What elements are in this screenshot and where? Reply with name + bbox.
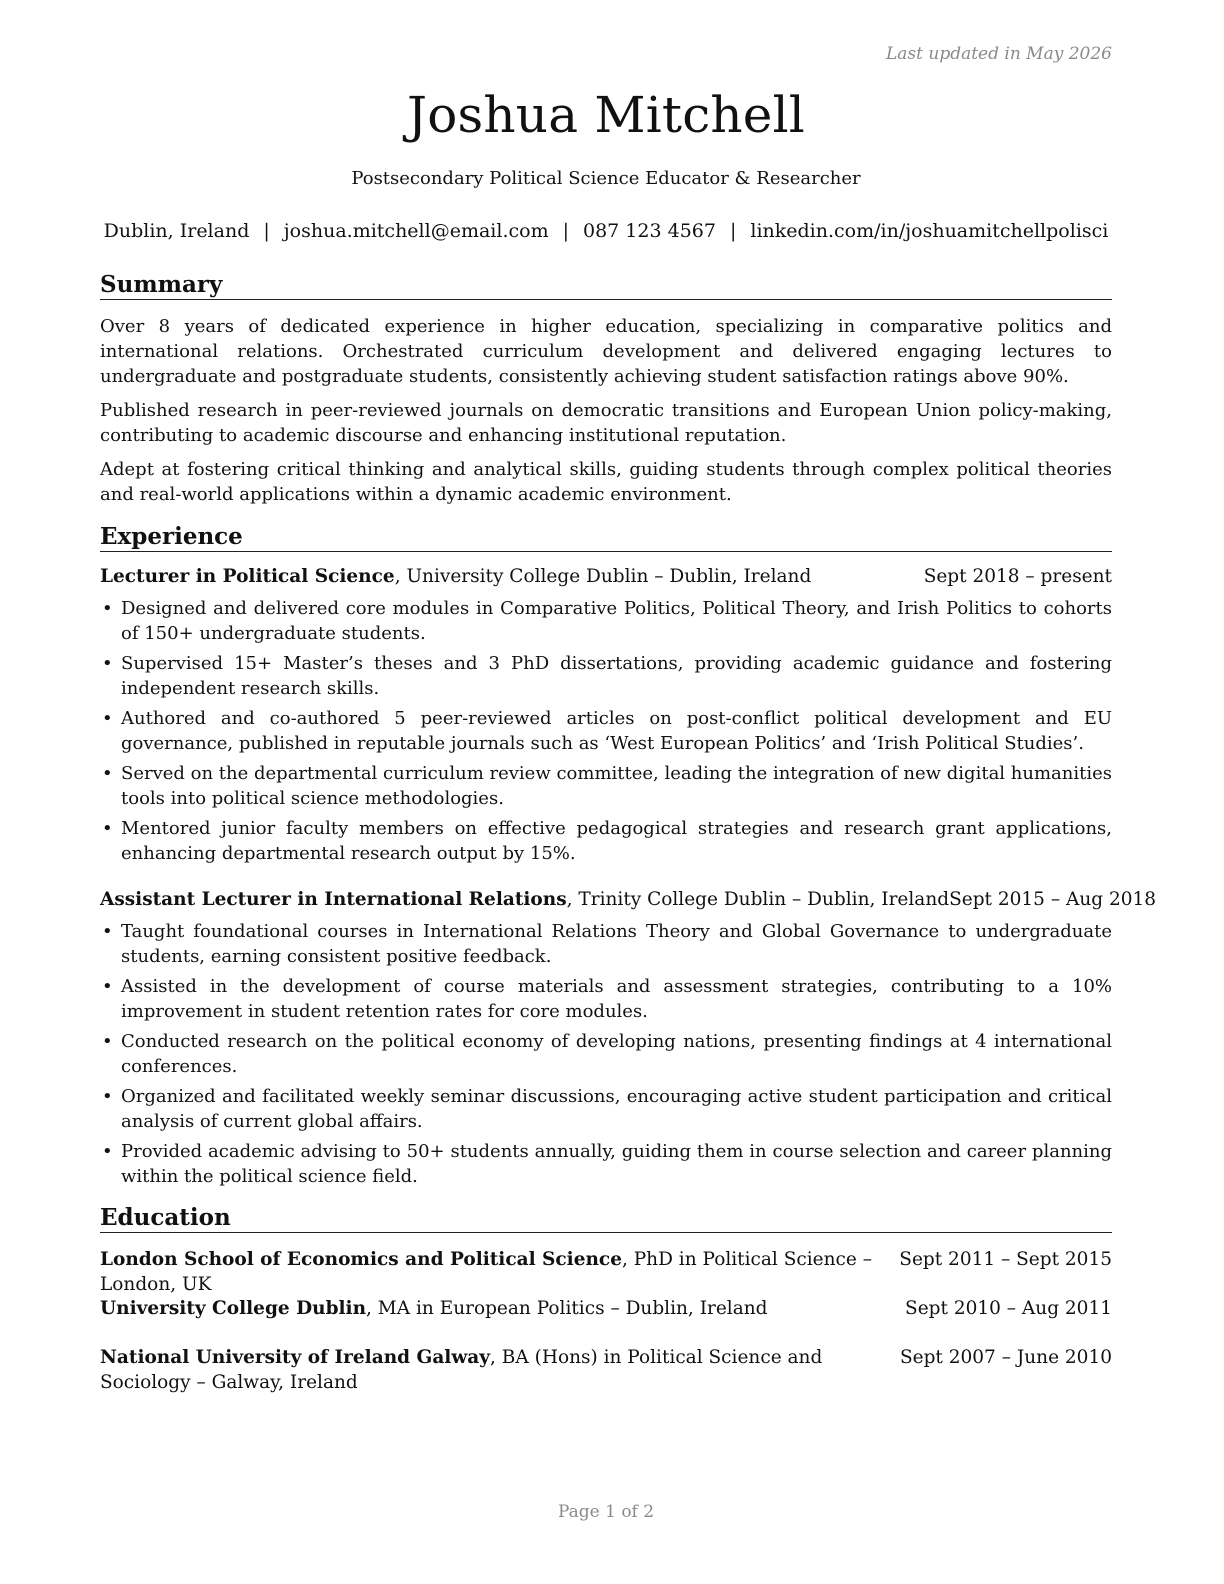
education-school: University College Dublin: [100, 1298, 367, 1319]
last-updated: Last updated in May 2026: [885, 44, 1112, 64]
list-item: • Assisted in the development of course materials and assessment strategies, contributing to a 10% improvement in student retention rates for core modules.: [100, 974, 1112, 1024]
job-org: , Trinity College Dublin – Dublin, Ireland: [566, 889, 950, 910]
contact-line: [100, 220, 1112, 242]
list-item: • Conducted research on the political economy of developing nations, presenting findings at 4 international conferences.: [100, 1029, 1112, 1079]
list-item: • Provided academic advising to 50+ students annually, guiding them in course selection and career planning within the political science field.: [100, 1139, 1112, 1189]
list-item: • Organized and facilitated weekly seminar discussions, encouraging active student participation and critical analysis of current global affairs.: [100, 1084, 1112, 1134]
list-item: • Mentored junior faculty members on effective pedagogical strategies and research grant applications, enhancing departmental research output by 15%.: [100, 816, 1112, 866]
job-bullets: [100, 919, 1112, 1194]
list-item: • Taught foundational courses in International Relations Theory and Global Governance to undergraduate students, earning consistent positive feedback.: [100, 919, 1112, 969]
page-number: Page 1 of 2: [557, 1502, 655, 1522]
list-item: • Supervised 15+ Master’s theses and 3 PhD dissertations, providing academic guidance and fostering independent research skills.: [100, 651, 1112, 701]
education-detail: , MA in European Politics – Dublin, Ireland: [366, 1298, 768, 1319]
contact-separator: |: [729, 220, 737, 242]
education-school-detail: [100, 1345, 890, 1395]
education-dates: Sept 2007 – June 2010: [899, 1347, 1112, 1368]
education-school-detail: [100, 1247, 890, 1297]
summary-paragraph: Over 8 years of dedicated experience in higher education, specializing in comparative politics and international relations. Orchestrated curriculum development and delivered engaging lectures to undergraduate and postgraduate students, consistently achieving student satisfaction ratings above 90%.: [100, 316, 1112, 387]
job-role: Assistant Lecturer in International Relations: [100, 889, 567, 910]
education-item: [100, 1247, 1112, 1297]
education-detail: , BA (Hons) in Political Science and Sociology – Galway, Ireland: [100, 1347, 823, 1393]
job-org: , University College Dublin – Dublin, Ireland: [394, 566, 812, 587]
education-school: London School of Economics and Political Science: [100, 1249, 622, 1270]
job-header: [100, 889, 1157, 910]
education-item: [100, 1296, 1112, 1321]
job-bullets: [100, 596, 1112, 871]
summary-paragraph: Published research in peer-reviewed journals on democratic transitions and European Union policy-making, contributing to academic discourse and enhancing institutional reputation.: [100, 400, 1112, 446]
education-dates: Sept 2010 – Aug 2011: [905, 1298, 1112, 1319]
education-school-detail: [100, 1296, 890, 1321]
contact-linkedin[interactable]: linkedin.com/in/joshuamitchellpolisci: [750, 220, 1109, 242]
contact-location: Dublin, Ireland: [103, 220, 250, 242]
list-item: • Designed and delivered core modules in Comparative Politics, Political Theory, and Irish Politics to cohorts of 150+ undergraduate students.: [100, 596, 1112, 646]
list-item: • Authored and co-authored 5 peer-reviewed articles on post-conflict political development and EU governance, published in reputable journals such as ‘West European Politics’ and ‘Irish Political Studies’.: [100, 706, 1112, 756]
section-title-experience: Experience: [100, 523, 1112, 552]
job-title-org: [100, 566, 811, 587]
job-dates: Sept 2015 – Aug 2018: [949, 889, 1157, 910]
contact-separator: |: [562, 220, 569, 242]
resume-page: [100, 0, 1157, 1584]
candidate-tagline: Postsecondary Political Science Educator & Researcher: [351, 168, 861, 189]
contact-separator: |: [263, 220, 270, 242]
job-header: [100, 566, 1112, 587]
job-role: Lecturer in Political Science: [100, 566, 395, 587]
job-dates: Sept 2018 – present: [923, 566, 1112, 587]
contact-email[interactable]: joshua.mitchell@email.com: [283, 220, 549, 242]
section-title-education: Education: [100, 1204, 1112, 1233]
contact-phone: 087 123 4567: [583, 220, 716, 242]
section-title-summary: Summary: [100, 271, 1112, 300]
summary-paragraph: Adept at fostering critical thinking and analytical skills, guiding students through complex political theories and real-world applications within a dynamic academic environment.: [100, 459, 1112, 505]
education-item: [100, 1345, 1112, 1395]
candidate-name: Joshua Mitchell: [407, 86, 805, 144]
education-detail: , PhD in Political Science – London, UK: [100, 1249, 872, 1295]
job-title-org: [100, 889, 949, 910]
education-school: National University of Ireland Galway: [100, 1347, 490, 1368]
education-dates: Sept 2011 – Sept 2015: [899, 1249, 1112, 1270]
list-item: • Served on the departmental curriculum review committee, leading the integration of new digital humanities tools into political science methodologies.: [100, 761, 1112, 811]
